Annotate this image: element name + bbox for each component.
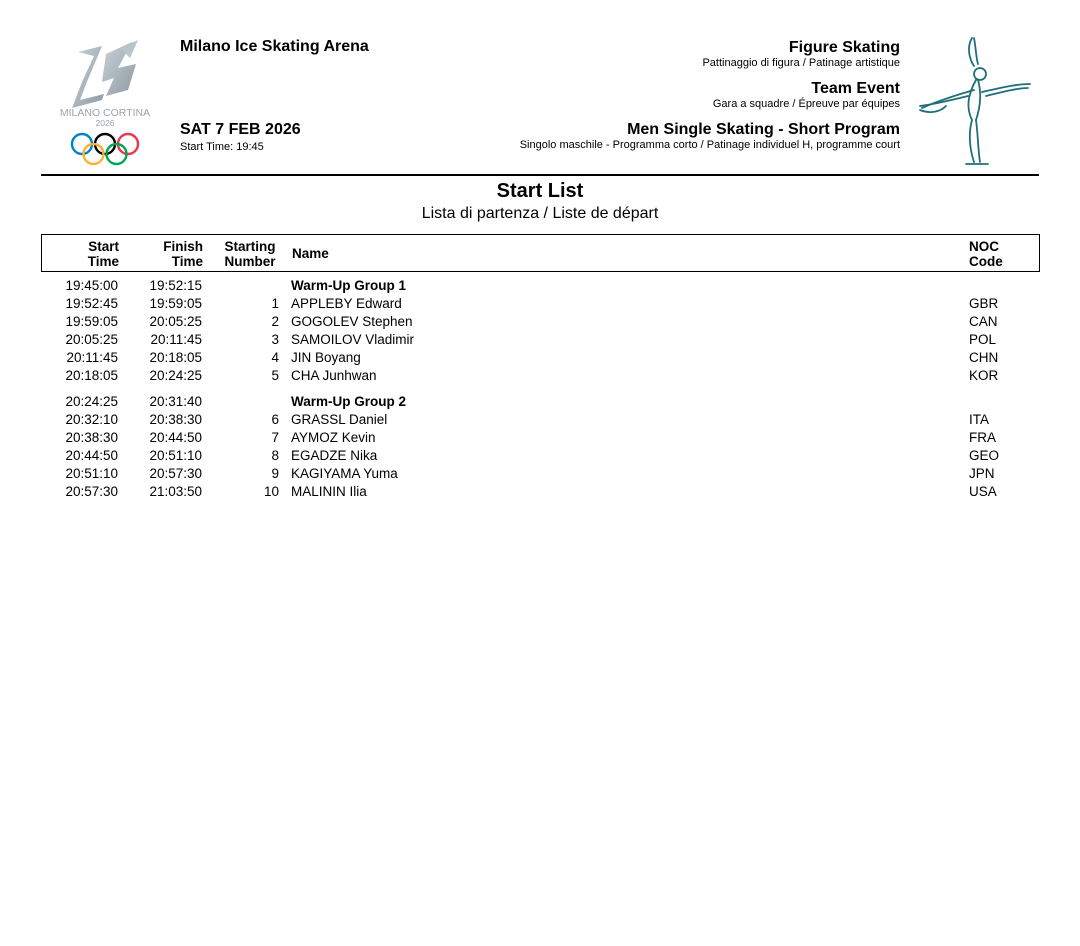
- sport-title: Figure Skating: [788, 39, 900, 56]
- discipline-block: [520, 120, 900, 152]
- noc-code: CAN: [969, 314, 998, 329]
- start-time: 20:24:25: [65, 394, 118, 409]
- noc-code: JPN: [969, 466, 995, 481]
- figure-skating-pictogram-icon: [916, 34, 1034, 168]
- col-name: Name: [292, 246, 329, 261]
- athlete-name: SAMOILOV Vladimir: [291, 332, 415, 347]
- noc-code: FRA: [969, 430, 996, 445]
- table-row: [0, 349, 1080, 367]
- finish-time: 21:03:50: [149, 484, 202, 499]
- document-subtitle: Lista di partenza / Liste de départ: [421, 205, 659, 222]
- group-row: [0, 393, 1080, 411]
- starting-number: 1: [271, 296, 279, 311]
- starting-number: 8: [271, 448, 279, 463]
- event-date: SAT 7 FEB 2026: [180, 121, 301, 138]
- col-start-time: Start Time: [87, 239, 119, 269]
- athlete-name: CHA Junhwan: [291, 368, 377, 383]
- table-row: [0, 411, 1080, 429]
- finish-time: 20:57:30: [149, 466, 202, 481]
- starting-number: 7: [271, 430, 279, 445]
- header-divider: [41, 174, 1039, 176]
- start-time: 19:52:45: [65, 296, 118, 311]
- logo-text: MILANO CORTINA: [59, 107, 151, 119]
- finish-time: 20:24:25: [149, 368, 202, 383]
- venue-name: Milano Ice Skating Arena: [180, 38, 369, 55]
- start-time: 20:44:50: [65, 448, 118, 463]
- table-row: [0, 295, 1080, 313]
- finish-time: 20:11:45: [150, 332, 202, 347]
- finish-time: 20:05:25: [149, 314, 202, 329]
- col-starting-number: Starting Number: [224, 239, 276, 269]
- table-row: [0, 447, 1080, 465]
- event-block: [713, 79, 900, 111]
- noc-code: KOR: [969, 368, 999, 383]
- athlete-name: MALININ Ilia: [291, 484, 367, 499]
- start-time: 19:59:05: [65, 314, 118, 329]
- discipline-title: Men Single Skating - Short Program: [627, 121, 900, 138]
- starting-number: 9: [271, 466, 279, 481]
- finish-time: 20:18:05: [149, 350, 202, 365]
- group-name: Warm-Up Group 1: [291, 278, 407, 293]
- event-start-time: Start Time: 19:45: [180, 141, 264, 153]
- group-row: [0, 277, 1080, 295]
- olympic-rings-icon: [72, 134, 138, 164]
- athlete-name: KAGIYAMA Yuma: [291, 466, 398, 481]
- start-time: 19:45:00: [65, 278, 118, 293]
- finish-time: 19:59:05: [149, 296, 202, 311]
- finish-time: 20:44:50: [149, 430, 202, 445]
- finish-time: 20:31:40: [149, 394, 202, 409]
- col-noc-code: NOC Code: [969, 239, 1003, 269]
- start-time: 20:05:25: [65, 332, 118, 347]
- noc-code: POL: [969, 332, 997, 347]
- starting-number: 4: [271, 350, 279, 365]
- starting-number: 6: [271, 412, 279, 427]
- table-row: [0, 429, 1080, 447]
- sport-block: [702, 38, 900, 70]
- start-time: 20:18:05: [65, 368, 118, 383]
- logo-year: 2026: [95, 118, 115, 128]
- table-row: [0, 367, 1080, 385]
- starting-number: 10: [263, 484, 279, 499]
- start-time: 20:57:30: [65, 484, 118, 499]
- logo-26-mark: [72, 40, 138, 108]
- athlete-name: EGADZE Nika: [291, 448, 378, 463]
- discipline-subtitle: Singolo maschile - Programma corto / Patinage individuel H, programme court: [519, 139, 900, 151]
- starting-number: 3: [271, 332, 279, 347]
- table-row: [0, 331, 1080, 349]
- noc-code: USA: [969, 484, 997, 499]
- column-header: [41, 234, 1040, 272]
- athlete-name: APPLEBY Edward: [291, 296, 402, 311]
- start-time: 20:32:10: [65, 412, 118, 427]
- table-row: [0, 465, 1080, 483]
- table-row: [0, 313, 1080, 331]
- table-row: [0, 483, 1080, 501]
- start-time: 20:51:10: [65, 466, 118, 481]
- event-subtitle: Gara a squadre / Épreuve par équipes: [712, 98, 900, 110]
- finish-time: 20:38:30: [149, 412, 202, 427]
- athlete-name: GRASSL Daniel: [291, 412, 388, 427]
- group-name: Warm-Up Group 2: [291, 394, 407, 409]
- milano-cortina-logo: [46, 34, 164, 168]
- start-time: 20:38:30: [65, 430, 118, 445]
- document-title: Start List: [496, 180, 584, 202]
- finish-time: 19:52:15: [149, 278, 202, 293]
- noc-code: ITA: [969, 412, 989, 427]
- athlete-name: GOGOLEV Stephen: [291, 314, 413, 329]
- noc-code: GEO: [969, 448, 1000, 463]
- start-time: 20:11:45: [66, 350, 118, 365]
- noc-code: GBR: [969, 296, 999, 311]
- athlete-name: JIN Boyang: [291, 350, 361, 365]
- athlete-name: AYMOZ Kevin: [291, 430, 376, 445]
- noc-code: CHN: [969, 350, 999, 365]
- sport-subtitle: Pattinaggio di figura / Patinage artistique: [702, 57, 900, 69]
- col-finish-time: Finish Time: [163, 239, 203, 269]
- finish-time: 20:51:10: [149, 448, 202, 463]
- starting-number: 5: [271, 368, 279, 383]
- starting-number: 2: [271, 314, 279, 329]
- event-title: Team Event: [811, 80, 900, 97]
